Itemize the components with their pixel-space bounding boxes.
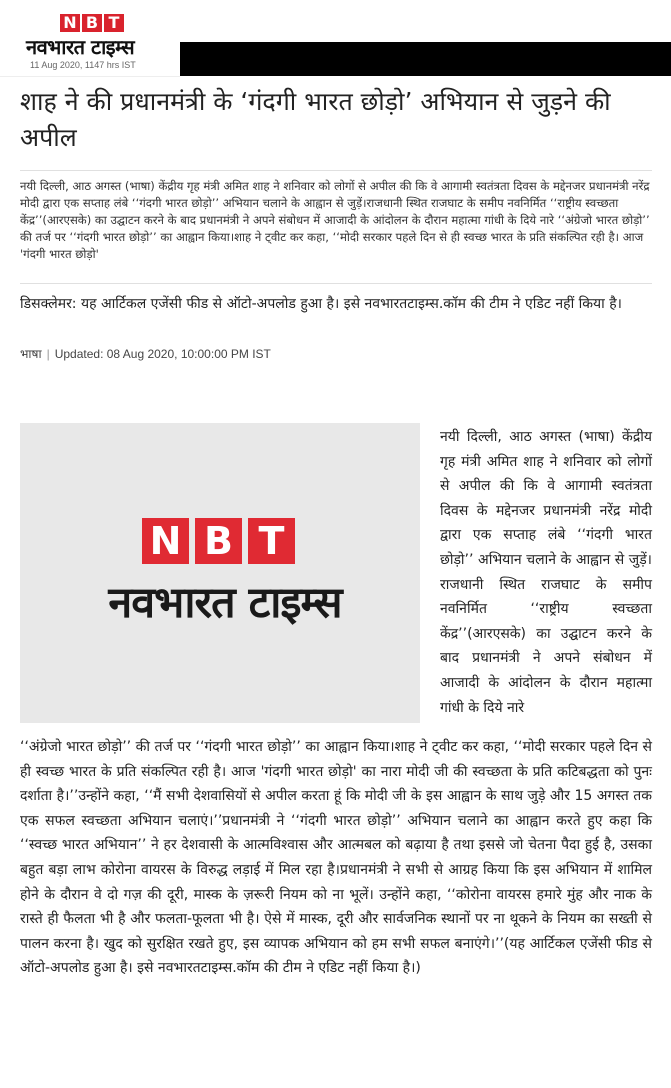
masthead bbox=[0, 0, 671, 76]
divider bbox=[20, 170, 652, 171]
nbt-logo-letter: T bbox=[248, 518, 295, 564]
article-body-side: नयी दिल्ली, आठ अगस्त (भाषा) केंद्रीय गृह मंत्री अमित शाह ने शनिवार को लोगों से अपील की कि वे आगामी स्वतंत्रता दिवस के मद्देनजर प्रधानमंत्री नरेंद्र मोदी द्वारा एक सप्ताह लंबे ‘‘गंदगी भारत छोड़ो’’ अभियान चलाने के आह्वान से जुड़ें।राजधानी स्थित राजघाट के समीप नवनिर्मित ‘‘राष्ट्रीय स्वच्छता केंद्र’’(आरएसके) का उद्घाटन करने के बाद प्रधानमंत्री ने अपने संबोधन में आजादी के आंदोलन के दौरान महात्मा गांधी के दिये नारे bbox=[440, 429, 652, 716]
source-label: भाषा bbox=[20, 347, 42, 361]
article-body: ‘‘अंग्रेजो भारत छोड़ो’’ की तर्ज पर ‘‘गंदगी भारत छोड़ो’’ का आह्वान किया।शाह ने ट्वीट कर कहा, ‘‘मोदी सरकार पहले दिन से ही स्वच्छ भारत के प्रति संकल्पित रही है। आज 'गंदगी भारत छोड़ो' का नारा मोदी जी की स्वच्छता के प्रति कटिबद्धता को पुनः दर्शाता है।’’उन्होंने कहा, ‘‘मैं सभी देशवासियों से अपील करता हूं कि मोदी जी के इस आह्वान के साथ जुड़े और 15 अगस्त तक एक सफल स्वच्छता अभियान चलाएं।’’प्रधानमंत्री ने ‘‘गंदगी भारत छोड़ो’’ अभियान चलाने का आह्वान करते हुए कहा कि ‘‘स्वच्छ भारत अभियान’’ ने हर देशवासी के आत्मविश्वास और आत्मबल को बढ़ाया है तथा इससे जो चेतना पैदा हुई है, उसका बहुत बड़ा लाभ कोरोना वायरस के विरुद्ध लड़ाई में मिल रहा है।प्रधानमंत्री ने सभी से आग्रह किया कि इस अभियान में शामिल होने के दौरान वे दो गज़ की दूरी, मास्क के ज़रूरी नियम को ना भूलें। उन्होंने कहा, ‘‘कोरोना वायरस हमारे मुंह और नाक के रास्ते ही फैलता भी है और फलता-फूलता भी है। ऐसे में मास्क, दूरी और सार्वजनिक स्थानों पर ना थूकने के नियम का सख्ती से पालन करना है। खुद को सुरक्षित रखते हुए, इस व्यापक अभियान को हम सभी सफल बनाएंगे।’’(यह आर्टिकल एजेंसी फीड से ऑटो-अपलोड हुआ है। इसे नवभारतटाइम्स.कॉम की टीम ने एडिट नहीं किया है।) bbox=[20, 739, 652, 977]
article-headline: शाह ने की प्रधानमंत्री के ‘गंदगी भारत छोड़ो’ अभियान से जुड़ने की अपील bbox=[20, 87, 611, 152]
nbt-logo-letter: N bbox=[142, 518, 189, 564]
site-logo[interactable] bbox=[0, 0, 180, 77]
article-image bbox=[20, 423, 420, 723]
article-meta bbox=[20, 345, 271, 362]
header-bar bbox=[180, 42, 671, 76]
nbt-logo-letter: B bbox=[195, 518, 242, 564]
nbt-badge bbox=[60, 14, 124, 32]
nbt-badge-letter: T bbox=[104, 14, 124, 32]
divider bbox=[20, 283, 652, 284]
nbt-logo-brand: नवभारत टाइम्स bbox=[108, 578, 342, 628]
disclaimer-text: डिसक्लेमर: यह आर्टिकल एजेंसी फीड से ऑटो-अपलोड हुआ है। इसे नवभारतटाइम्स.कॉम की टीम ने एडिट नहीं किया है। bbox=[20, 296, 622, 312]
nbt-badge-letter: B bbox=[82, 14, 102, 32]
meta-separator: | bbox=[46, 347, 50, 361]
brand-name: नवभारत टाइम्स bbox=[26, 35, 135, 59]
nbt-logo-badge bbox=[142, 518, 295, 564]
nbt-badge-letter: N bbox=[60, 14, 80, 32]
article-summary: नयी दिल्ली, आठ अगस्त (भाषा) केंद्रीय गृह मंत्री अमित शाह ने शनिवार को लोगों से अपील की कि वे आगामी स्वतंत्रता दिवस के मद्देनजर प्रधानमंत्री नरेंद्र मोदी द्वारा एक सप्ताह लंबे ‘‘गंदगी भारत छोड़ो’’ अभियान चलाने के आह्वान से जुड़ें।राजधानी स्थित राजघाट के समीप नवनिर्मित ‘‘राष्ट्रीय स्वच्छता केंद्र’’(आरएसके) का उद्घाटन करने के बाद प्रधानमंत्री ने अपने संबोधन में आजादी के आंदोलन के दौरान महात्मा गांधी के दिये नारे ‘‘अंग्रेजो भारत छोड़ो’’ की तर्ज पर ‘‘गंदगी भारत छोड़ो’’ का आह्वान किया।शाह ने ट्वीट कर कहा, ‘‘मोदी सरकार पहले दिन से ही स्वच्छ भारत के प्रति संकल्पित रही है। आज 'गंदगी भारत छोड़ो' bbox=[20, 179, 650, 261]
updated-timestamp: Updated: 08 Aug 2020, 10:00:00 PM IST bbox=[54, 347, 271, 361]
edition-dateline: 11 Aug 2020, 1147 hrs IST bbox=[30, 60, 136, 70]
